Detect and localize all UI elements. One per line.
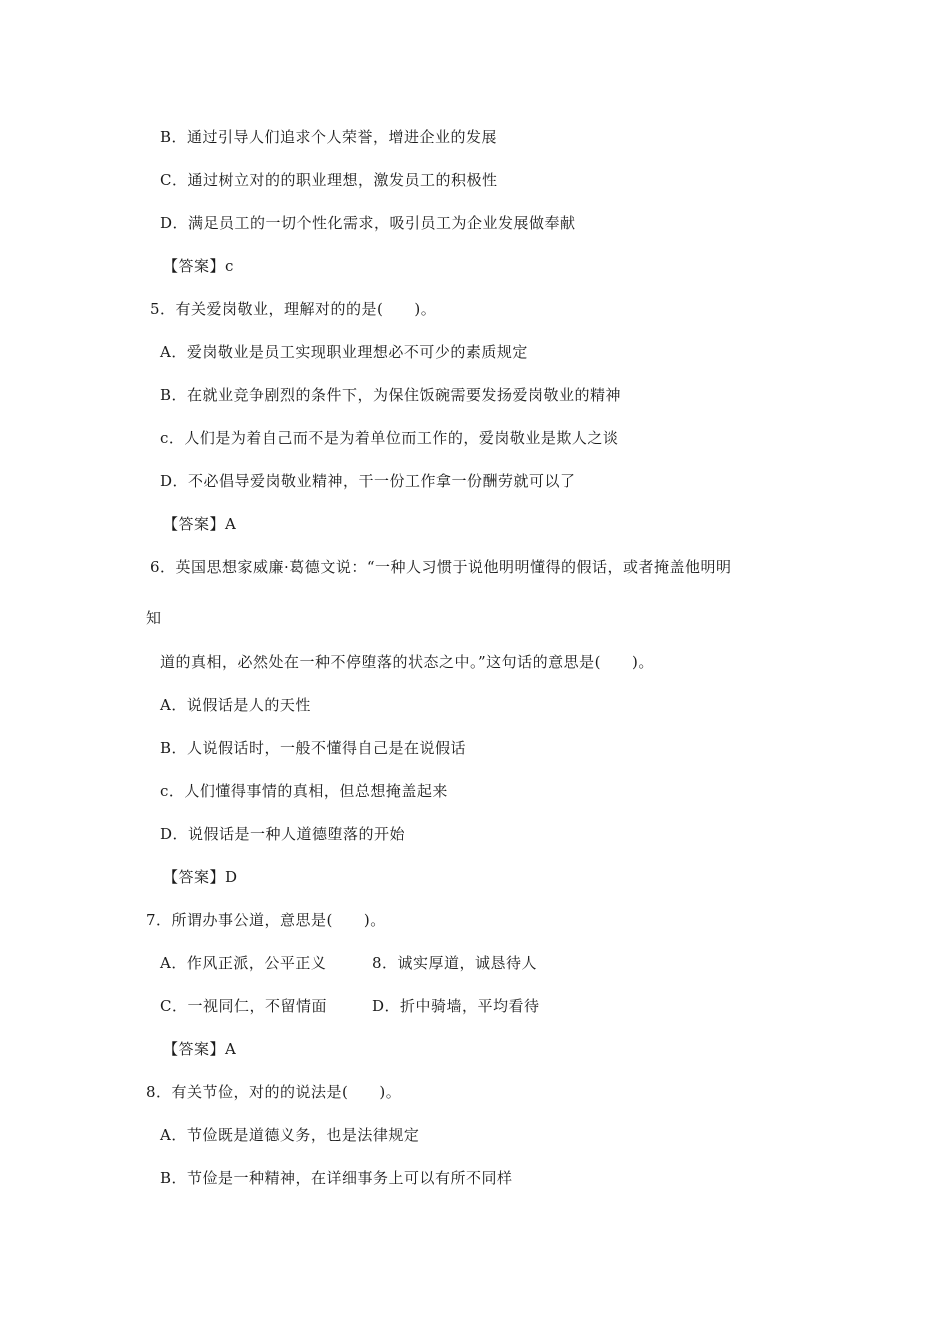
q6-option-b: B．人说假话时，一般不懂得自己是在说假话: [160, 739, 467, 757]
q7-option-c: C．一视同仁，不留情面: [160, 997, 327, 1015]
q8-option-a: A．节俭既是道德义务，也是法律规定: [160, 1126, 420, 1144]
q4-answer: 【答案】c: [163, 257, 234, 275]
q8-stem: 8．有关节俭，对的的说法是( )。: [146, 1083, 402, 1101]
q5-option-a: A．爱岗敬业是员工实现职业理想必不可少的素质规定: [160, 343, 528, 361]
q5-stem: 5．有关爱岗敬业，理解对的的是( )。: [150, 300, 437, 318]
q5-option-d: D．不必倡导爱岗敬业精神，干一份工作拿一份酬劳就可以了: [160, 472, 576, 490]
q7-option-b: 8．诚实厚道，诚恳待人: [372, 954, 538, 972]
q6-option-c: c．人们懂得事情的真相，但总想掩盖起来: [160, 782, 448, 800]
q7-options-row1: [160, 953, 537, 973]
q6-stem-line1: 6．英国思想家威廉·葛德文说：“一种人习惯于说他明明懂得的假话，或者掩盖他明明: [150, 558, 732, 576]
q5-option-b: B．在就业竞争剧烈的条件下，为保住饭碗需要发扬爱岗敬业的精神: [160, 386, 622, 404]
q7-stem: 7．所谓办事公道，意思是( )。: [146, 911, 386, 929]
q6-option-d: D．说假话是一种人道德堕落的开始: [160, 825, 406, 843]
q4-option-d: D．满足员工的一切个性化需求，吸引员工为企业发展做奉献: [160, 214, 576, 232]
q6-option-a: A．说假话是人的天性: [160, 696, 311, 714]
q8-option-b: B．节俭是一种精神，在详细事务上可以有所不同样: [160, 1169, 513, 1187]
q7-answer: 【答案】A: [163, 1040, 237, 1058]
q7-options-row2: [160, 996, 540, 1016]
q6-stem-line2: 知: [146, 609, 162, 627]
q7-option-d: D．折中骑墙，平均看待: [372, 997, 540, 1015]
q4-option-b: B．通过引导人们追求个人荣誉，增进企业的发展: [160, 128, 498, 146]
q5-option-c: c．人们是为着自己而不是为着单位而工作的，爱岗敬业是欺人之谈: [160, 429, 619, 447]
q5-answer: 【答案】A: [163, 515, 237, 533]
q7-option-a: A．作风正派，公平正义: [160, 954, 327, 972]
q6-stem-line3: 道的真相，必然处在一种不停堕落的状态之中。”这句话的意思是( )。: [160, 653, 654, 671]
q6-answer: 【答案】D: [163, 868, 238, 886]
q4-option-c: C．通过树立对的的职业理想，激发员工的积极性: [160, 171, 498, 189]
